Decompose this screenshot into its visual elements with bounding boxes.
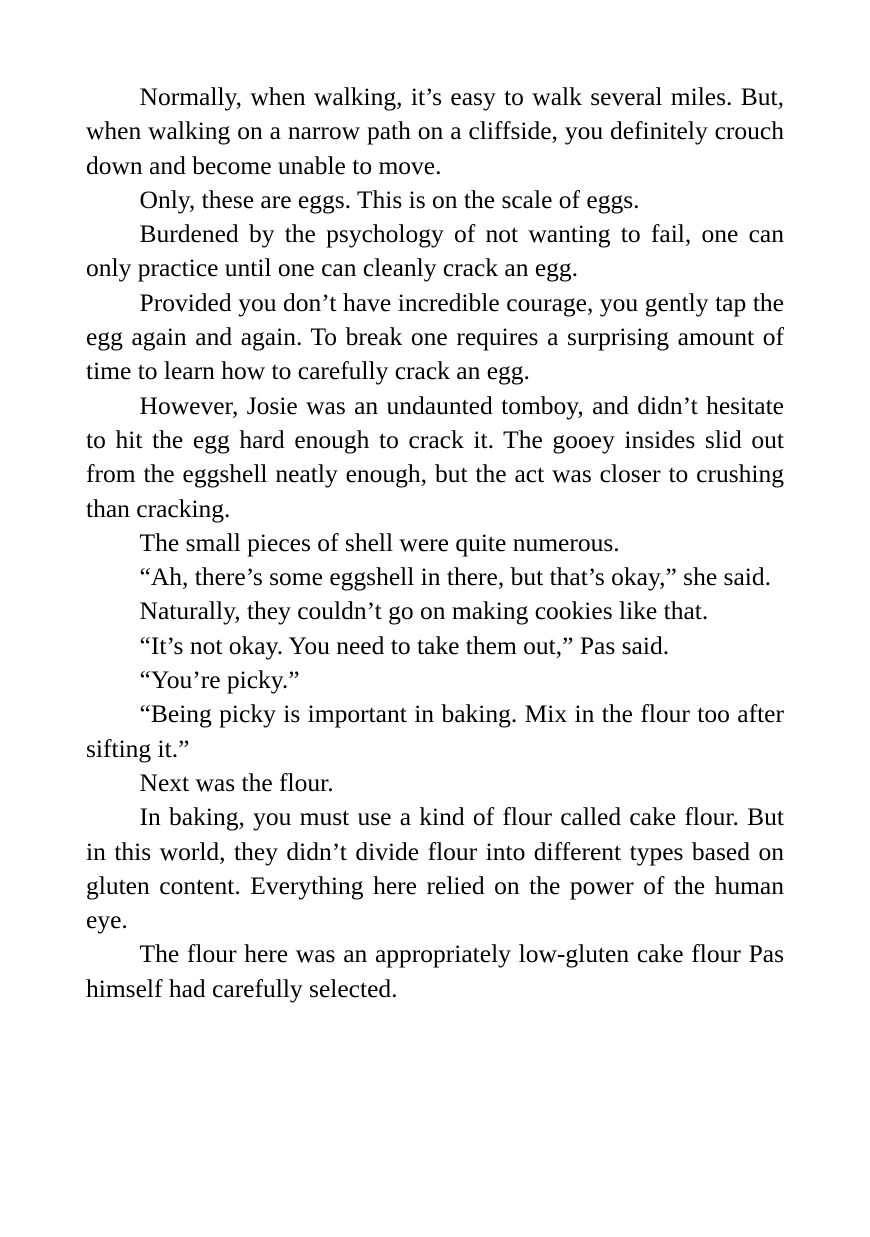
paragraph: The flour here was an appropriately low-gluten cake flour Pas himself had carefully selected. [86, 939, 784, 1003]
paragraph: Naturally, they couldn’t go on making cookies like that. [139, 596, 709, 626]
paragraph: “Being picky is important in baking. Mix in the flour too after sifting it.” [86, 699, 784, 763]
paragraph: “You’re picky.” [139, 665, 300, 695]
paragraph: “Ah, there’s some eggshell in there, but that’s okay,” she said. [139, 562, 771, 592]
paragraph: Only, these are eggs. This is on the scale of eggs. [139, 184, 640, 214]
paragraph: Next was the flour. [139, 767, 334, 797]
paragraph: In baking, you must use a kind of flour called cake flour. But in this world, they didn’t divide flour into different types based on gluten content. Everything here relied on the power of the human eye. [86, 802, 784, 935]
paragraph: “It’s not okay. You need to take them out,” Pas said. [139, 630, 670, 660]
paragraph: Provided you don’t have incredible courage, you gently tap the egg again and again. To break one requires a surprising amount of time to learn how to carefully crack an egg. [86, 287, 784, 386]
paragraph: Burdened by the psychology of not wanting to fail, one can only practice until one can cleanly crack an egg. [86, 219, 784, 283]
paragraph: The small pieces of shell were quite numerous. [139, 527, 620, 557]
paragraph: Normally, when walking, it’s easy to walk several miles. But, when walking on a narrow path on a cliffside, you definitely crouch down and become unable to move. [86, 82, 784, 180]
paragraph: However, Josie was an undaunted tomboy, and didn’t hesitate to hit the egg hard enough to crack it. The gooey insides slid out from the eggshell neatly enough, but the act was closer to crushing than cracking. [86, 390, 784, 523]
page-body-text [86, 80, 784, 1006]
